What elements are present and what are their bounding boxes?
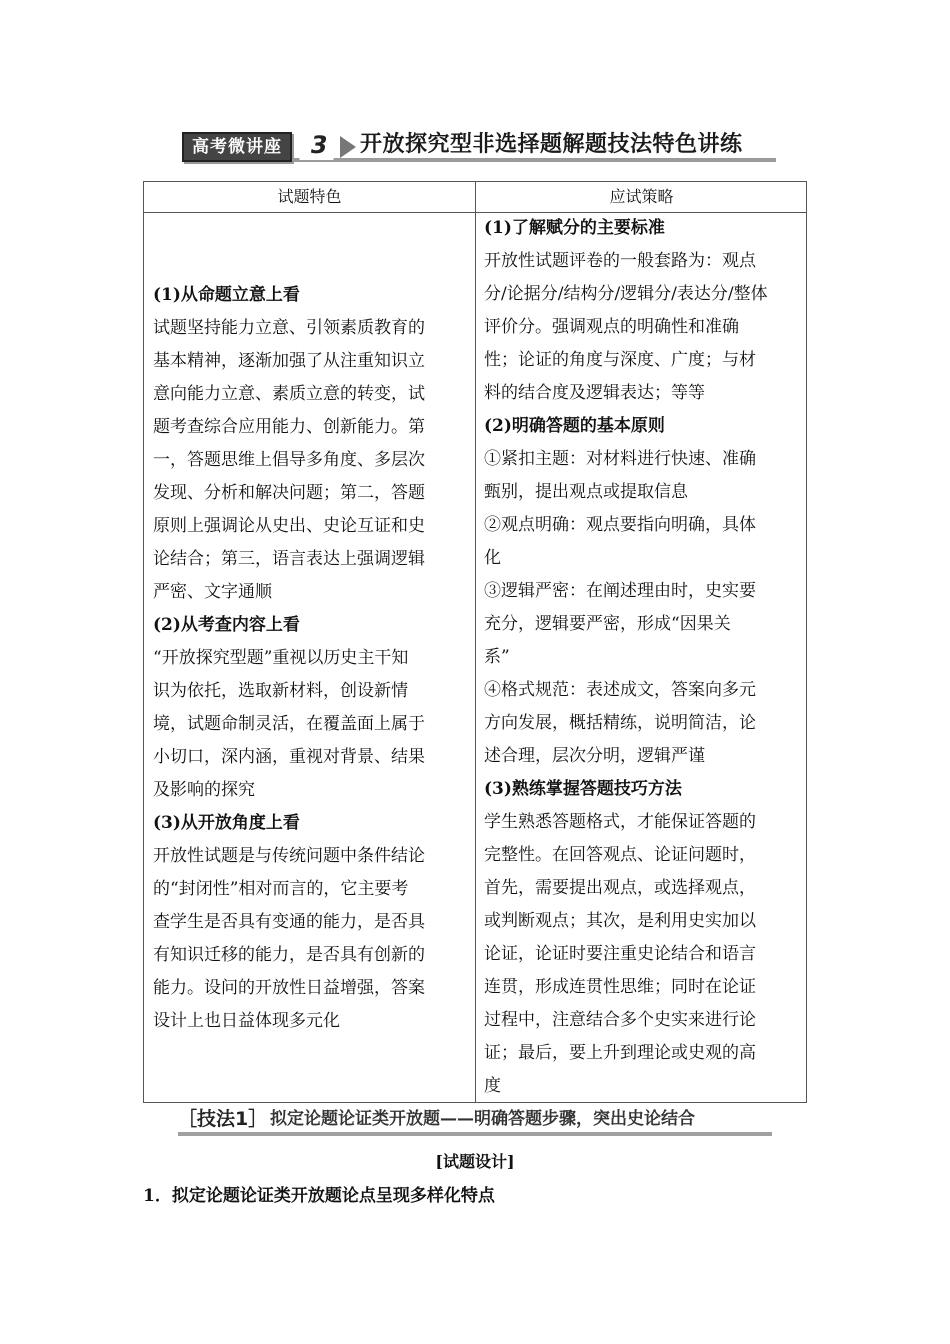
text-line: 方向发展，概括精练，说明简洁，论 — [484, 713, 756, 733]
text-line: 设计上也日益体现多元化 — [153, 1011, 340, 1031]
text-line: “开放探究型题”重视以历史主干知 — [153, 648, 409, 668]
header-strategies: 应试策略 — [609, 187, 674, 206]
design-heading: [试题设计] — [435, 1152, 515, 1171]
header-features: 试题特色 — [277, 187, 342, 206]
text-line: 系” — [484, 647, 510, 667]
text-line: 甄别，提出观点或提取信息 — [484, 482, 688, 502]
strategy-table — [143, 181, 807, 1103]
text-line: 及影响的探究 — [153, 780, 255, 800]
series-number: 3 — [299, 130, 338, 160]
text-line: 严密、文字通顺 — [153, 582, 272, 602]
text-line: 首先，需要提出观点，或选择观点， — [484, 878, 756, 898]
text-line: 发现、分析和解决问题；第二，答题 — [153, 483, 425, 503]
section-heading: (1)从命题立意上看 — [153, 285, 300, 305]
text-line: 基本精神，逐渐加强了从注重知识立 — [153, 351, 425, 371]
text-line: 连贯，形成连贯性思维；同时在论证 — [484, 977, 756, 997]
text-line: 小切口，深内涵，重视对背景、结果 — [153, 747, 425, 767]
text-line: 学生熟悉答题格式，才能保证答题的 — [484, 812, 756, 832]
text-line: 有知识迁移的能力，是否具有创新的 — [153, 945, 425, 965]
text-line: 意向能力立意、素质立意的转变，试 — [153, 384, 425, 404]
text-line: 开放性试题评卷的一般套路为：观点 — [484, 251, 756, 271]
text-line: ③逻辑严密：在阐述理由时，史实要 — [484, 581, 756, 601]
text-line: 或判断观点；其次，是利用史实加以 — [484, 911, 756, 931]
series-label: 高考微讲座 — [182, 132, 292, 162]
text-line: 识为依托，选取新材料，创设新情 — [153, 681, 408, 701]
text-line: 化 — [484, 548, 501, 568]
text-line: 述合理，层次分明，逻辑严谨 — [484, 746, 705, 766]
column-divider — [475, 182, 476, 1102]
text-line: 度 — [484, 1076, 501, 1096]
technique-label: ［技法1］ — [178, 1108, 268, 1130]
text-line: 论结合；第三，语言表达上强调逻辑 — [153, 549, 425, 569]
text-line: ②观点明确：观点要指向明确，具体 — [484, 515, 756, 535]
text-line: 评价分。强调观点的明确性和准确 — [484, 317, 739, 337]
section-heading: (2)从考查内容上看 — [153, 615, 300, 635]
lecture-banner — [182, 130, 776, 164]
text-line: 料的结合度及逻辑表达；等等 — [484, 383, 705, 403]
text-line: 完整性。在回答观点、论证问题时， — [484, 845, 756, 865]
text-line: 题考查综合应用能力、创新能力。第 — [153, 417, 425, 437]
technique-heading — [178, 1104, 772, 1138]
point-heading: 1．拟定论题论证类开放题论点呈现多样化特点 — [143, 1186, 495, 1206]
text-line: 分/论据分/结构分/逻辑分/表达分/整体 — [484, 284, 768, 304]
text-line: 一，答题思维上倡导多角度、多层次 — [153, 450, 425, 470]
text-line: 的“封闭性”相对而言的，它主要考 — [153, 879, 409, 899]
features-cell — [153, 279, 465, 1038]
text-line: 论证，论证时要注重史论结合和语言 — [484, 944, 756, 964]
text-line: 查学生是否具有变通的能力，是否具 — [153, 912, 425, 932]
text-line: 试题坚持能力立意、引领素质教育的 — [153, 318, 425, 338]
text-line: 证；最后，要上升到理论或史观的高 — [484, 1043, 756, 1063]
section-heading: (3)从开放角度上看 — [153, 813, 300, 833]
text-line: ①紧扣主题：对材料进行快速、准确 — [484, 449, 756, 469]
text-line: 能力。设问的开放性日益增强，答案 — [153, 978, 425, 998]
text-line: 原则上强调论从史出、史论互证和史 — [153, 516, 425, 536]
text-line: 性；论证的角度与深度、广度；与材 — [484, 350, 756, 370]
text-line: ④格式规范：表述成文，答案向多元 — [484, 680, 756, 700]
section-heading: (2)明确答题的基本原则 — [484, 416, 665, 436]
text-line: 开放性试题是与传统问题中条件结论 — [153, 846, 425, 866]
banner-arrow-icon — [340, 136, 356, 158]
section-heading: (1)了解赋分的主要标准 — [484, 218, 665, 238]
text-line: 过程中，注意结合多个史实来进行论 — [484, 1010, 756, 1030]
strategies-cell — [484, 212, 798, 1103]
text-line: 境，试题命制灵活，在覆盖面上属于 — [153, 714, 425, 734]
lecture-title: 开放探究型非选择题解题技法特色讲练 — [360, 132, 743, 157]
section-heading: (3)熟练掌握答题技巧方法 — [484, 779, 682, 799]
technique-title: 拟定论题论证类开放题——明确答题步骤，突出史论结合 — [270, 1109, 695, 1129]
text-line: 充分，逻辑要严密，形成“因果关 — [484, 614, 731, 634]
